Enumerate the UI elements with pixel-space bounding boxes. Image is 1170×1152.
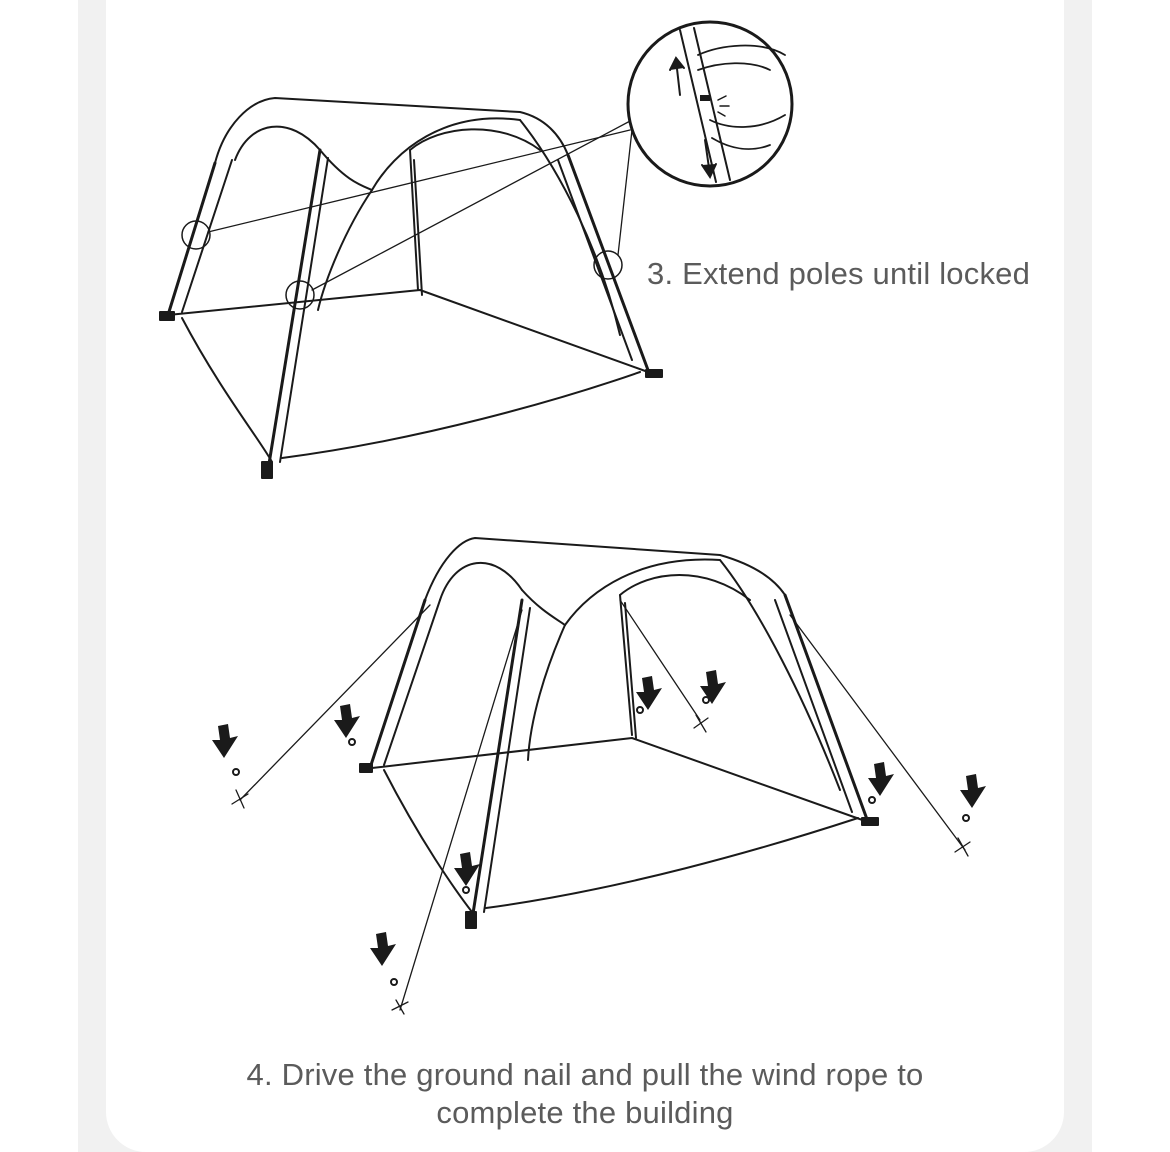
step-4-line-1	[200, 1056, 970, 1094]
step-4-text-line1: Drive the ground nail and pull the wind rope to	[281, 1057, 924, 1092]
step-4-caption	[200, 1056, 970, 1132]
down-arrow-icon	[212, 724, 238, 758]
step-4-number: 4.	[246, 1057, 273, 1092]
down-arrow-icon	[454, 852, 480, 886]
step-3-caption	[647, 256, 1030, 292]
down-arrow-icon	[334, 704, 360, 738]
step-3-text: Extend poles until locked	[682, 256, 1031, 291]
tent-staked-illustration	[232, 538, 970, 1014]
down-arrow-icon	[370, 932, 396, 966]
down-arrow-icon	[960, 774, 986, 808]
tent-extended-illustration	[160, 98, 662, 478]
pole-lock-detail-icon	[628, 22, 792, 186]
down-arrow-icon	[868, 762, 894, 796]
down-arrow-icon	[636, 676, 662, 710]
step-4-text-line2: complete the building	[436, 1095, 734, 1130]
step-3-number: 3.	[647, 256, 674, 291]
